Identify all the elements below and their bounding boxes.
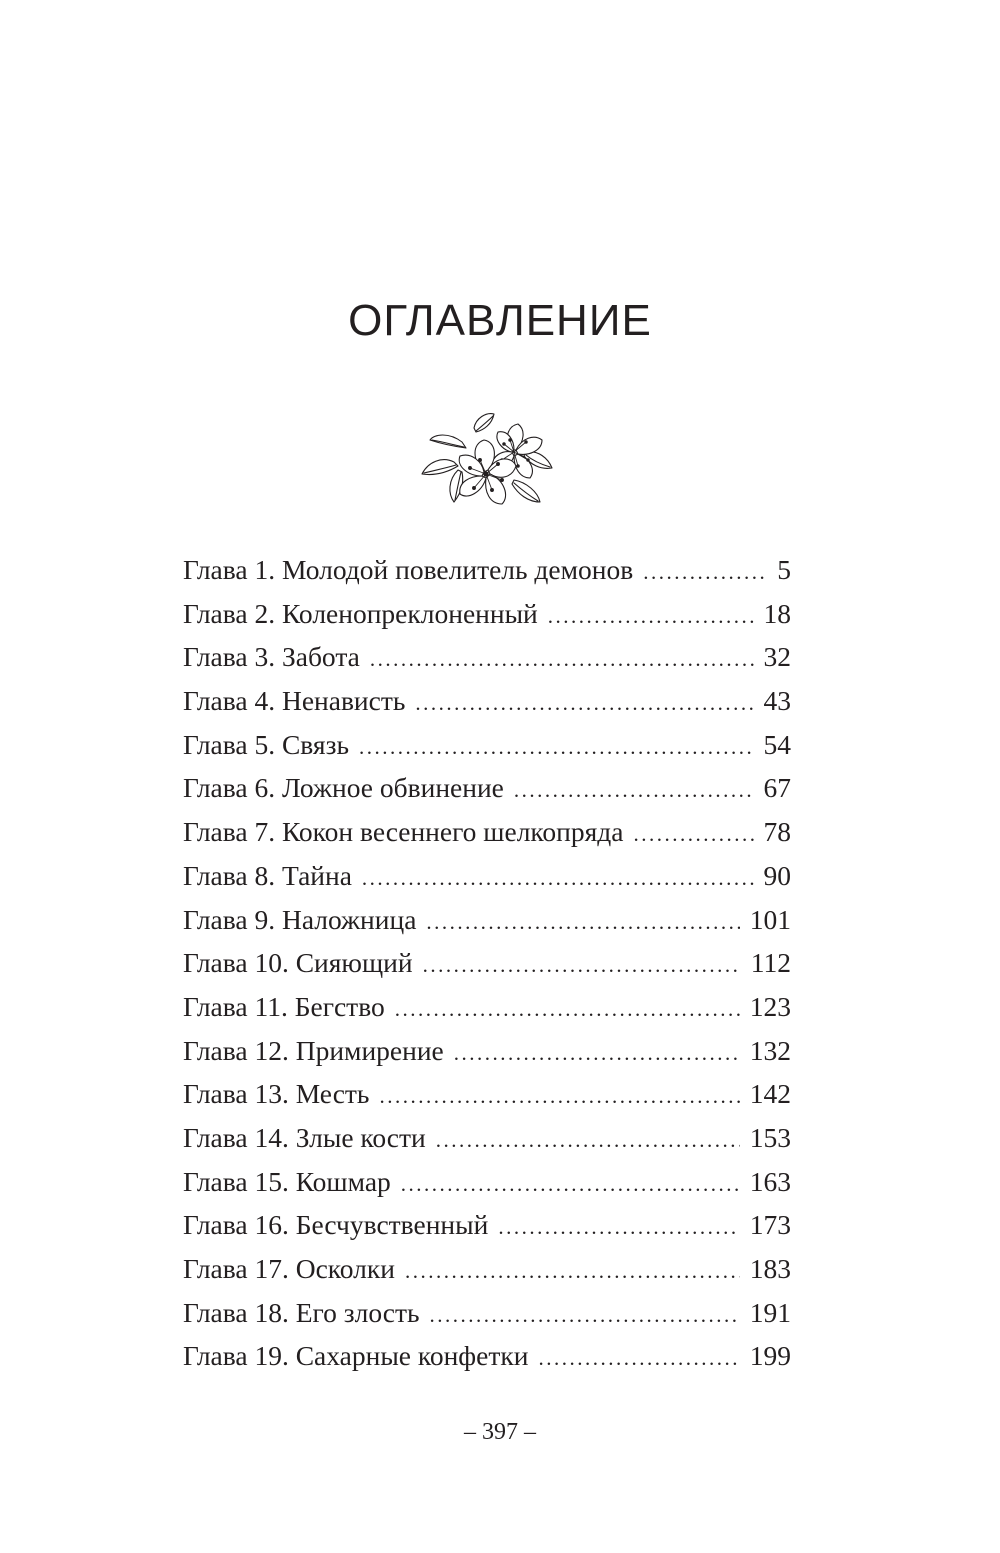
toc-dot-leader xyxy=(454,1032,740,1076)
toc-dot-leader xyxy=(379,1075,739,1119)
toc-entry-page-number: 142 xyxy=(749,1078,791,1110)
toc-entry-page-number: 5 xyxy=(777,554,791,585)
toc-entry-page-number: 18 xyxy=(763,597,791,629)
toc-dot-leader xyxy=(548,595,754,639)
toc-entry-title: Глава 2. Коленопреклоненный xyxy=(183,597,538,629)
toc-entry-title: Глава 16. Бесчувственный xyxy=(183,1209,489,1241)
toc-entry[interactable] xyxy=(183,810,791,854)
toc-entry[interactable] xyxy=(183,898,791,942)
toc-entry-page-number: 43 xyxy=(763,685,791,717)
toc-entry-page-number: 54 xyxy=(763,728,791,760)
toc-entry-title: Глава 7. Кокон весеннего шелкопряда xyxy=(183,816,624,848)
toc-dot-leader xyxy=(395,988,740,1032)
toc-entry-title: Глава 11. Бегство xyxy=(183,990,385,1022)
toc-dot-leader xyxy=(362,857,754,901)
toc-entry-page-number: 90 xyxy=(763,859,791,891)
toc-entry[interactable] xyxy=(183,635,791,679)
toc-dot-leader xyxy=(401,1163,740,1207)
toc-entry-title: Глава 12. Примирение xyxy=(183,1034,444,1066)
toc-dot-leader xyxy=(415,682,753,726)
toc-entry-title: Глава 3. Забота xyxy=(183,641,360,673)
flower-ornament-icon xyxy=(414,410,559,525)
toc-entry[interactable] xyxy=(183,1160,791,1204)
toc-entry[interactable] xyxy=(183,548,791,592)
toc-entry-page-number: 163 xyxy=(749,1165,791,1197)
toc-entry-page-number: 153 xyxy=(749,1121,791,1153)
toc-entry-title: Глава 4. Ненависть xyxy=(183,685,406,717)
toc-entry-page-number: 32 xyxy=(763,641,791,673)
toc-entry[interactable] xyxy=(183,723,791,767)
toc-dot-leader xyxy=(498,1206,739,1250)
toc-entry-title: Глава 17. Осколки xyxy=(183,1253,395,1284)
toc-dot-leader xyxy=(359,726,754,770)
toc-entry-page-number: 191 xyxy=(749,1296,791,1328)
toc-entry-title: Глава 1. Молодой повелитель демонов xyxy=(183,554,634,585)
toc-dot-leader xyxy=(643,551,767,595)
toc-dot-leader xyxy=(538,1337,739,1381)
toc-entry-title: Глава 8. Тайна xyxy=(183,859,352,891)
toc-dot-leader xyxy=(370,638,754,682)
toc-entry-page-number: 112 xyxy=(750,947,791,979)
toc-entry[interactable] xyxy=(183,592,791,636)
toc-dot-leader xyxy=(426,901,739,945)
page-title: ОГЛАВЛЕНИЕ xyxy=(348,296,652,345)
toc-dot-leader xyxy=(430,1294,740,1338)
toc-entry[interactable] xyxy=(183,854,791,898)
toc-entry[interactable] xyxy=(183,1334,791,1378)
toc-entry[interactable] xyxy=(183,1247,791,1291)
toc-entry-title: Глава 13. Месть xyxy=(183,1078,370,1110)
toc-dot-leader xyxy=(423,944,741,988)
toc-entry-page-number: 183 xyxy=(749,1253,791,1284)
toc-dot-leader xyxy=(436,1119,740,1163)
toc-entry-title: Глава 5. Связь xyxy=(183,728,349,760)
toc-entry-page-number: 101 xyxy=(749,903,791,935)
toc-entry[interactable] xyxy=(183,766,791,810)
toc-entry-page-number: 199 xyxy=(749,1340,791,1372)
toc-entry-page-number: 67 xyxy=(763,772,791,804)
toc-entry-title: Глава 19. Сахарные конфетки xyxy=(183,1340,529,1372)
toc-entry[interactable] xyxy=(183,1203,791,1247)
toc-entry[interactable] xyxy=(183,941,791,985)
toc-entry[interactable] xyxy=(183,985,791,1029)
toc-entry[interactable] xyxy=(183,1291,791,1335)
toc-entry-title: Глава 14. Злые кости xyxy=(183,1121,426,1153)
toc-entry-page-number: 173 xyxy=(749,1209,791,1241)
toc-entry[interactable] xyxy=(183,679,791,723)
toc-entry-title: Глава 6. Ложное обвинение xyxy=(183,772,504,804)
toc-entry-page-number: 123 xyxy=(749,990,791,1022)
toc-entry-page-number: 132 xyxy=(749,1034,791,1066)
toc-entry-title: Глава 10. Сияющий xyxy=(183,947,413,979)
toc-entry[interactable] xyxy=(183,1072,791,1116)
toc-entry[interactable] xyxy=(183,1029,791,1073)
toc-entry-page-number: 78 xyxy=(763,816,791,848)
table-of-contents xyxy=(183,548,791,1378)
toc-entry[interactable] xyxy=(183,1116,791,1160)
toc-dot-leader xyxy=(514,769,754,813)
toc-entry-title: Глава 9. Наложница xyxy=(183,903,417,935)
toc-entry-title: Глава 15. Кошмар xyxy=(183,1165,391,1197)
toc-dot-leader xyxy=(633,813,753,857)
page-number: – 397 – xyxy=(464,1419,536,1445)
toc-dot-leader xyxy=(405,1250,740,1294)
toc-entry-title: Глава 18. Его злость xyxy=(183,1296,420,1328)
